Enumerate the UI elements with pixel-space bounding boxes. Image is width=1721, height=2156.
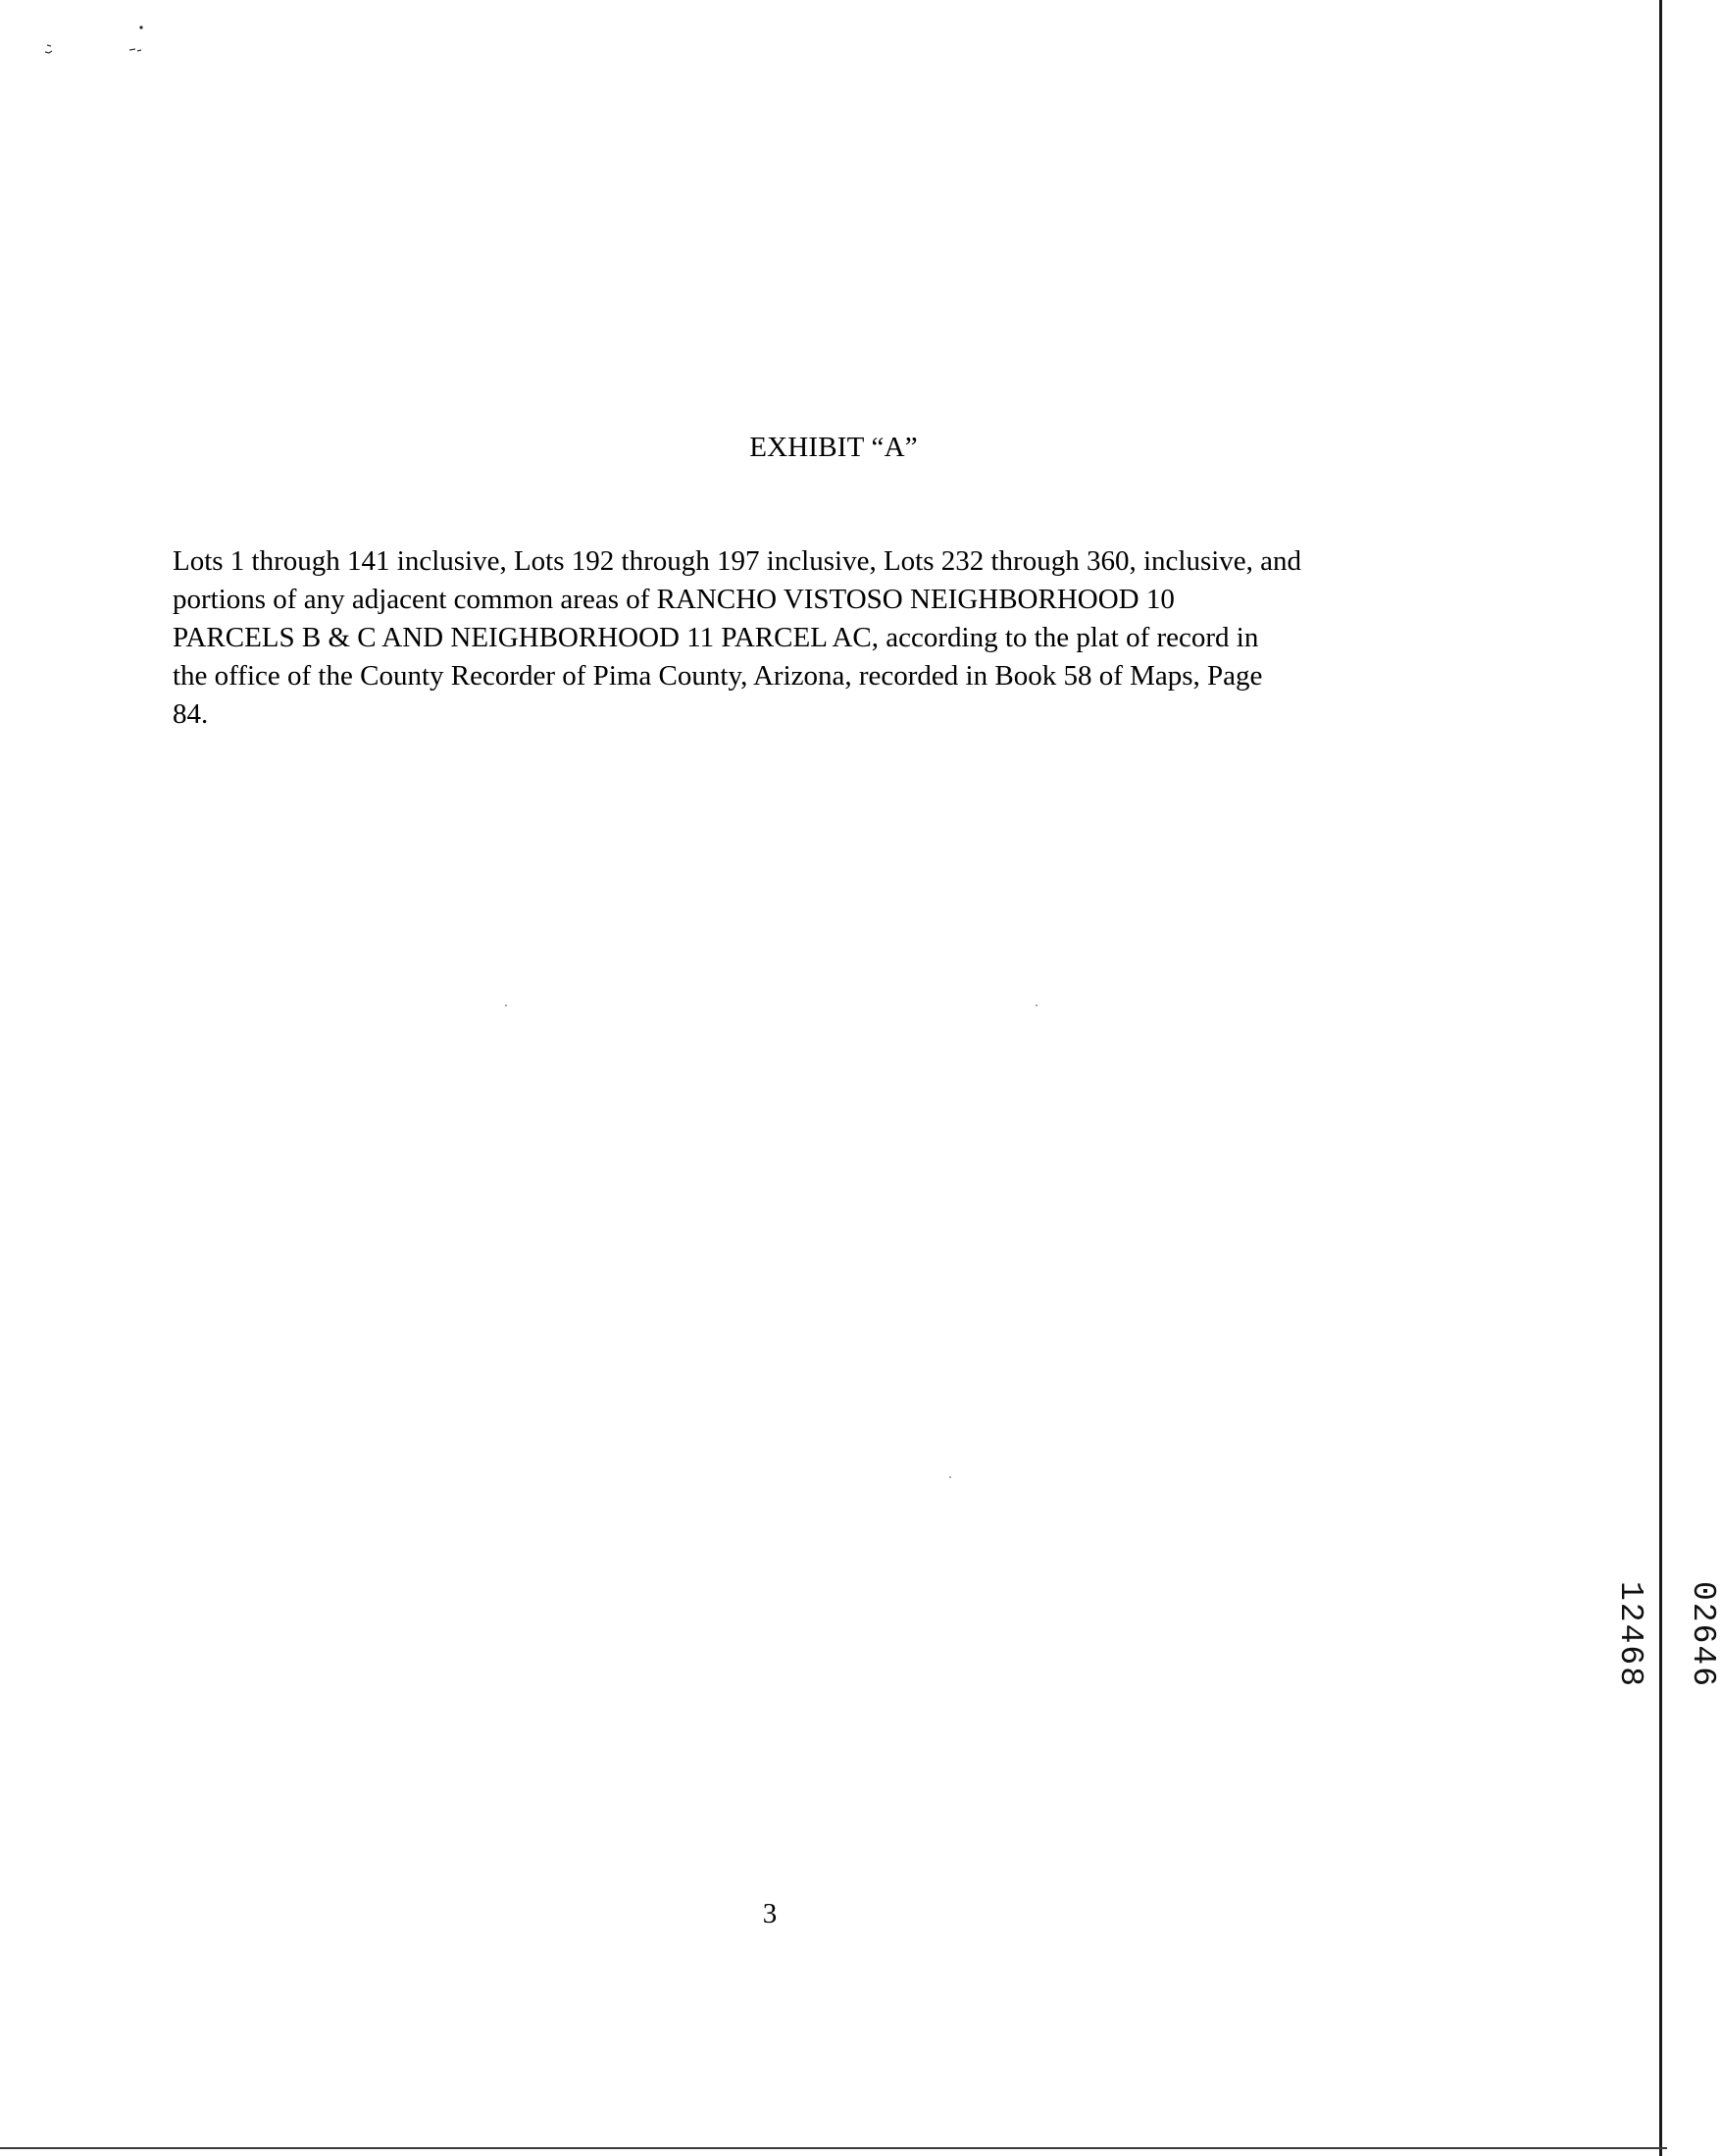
scan-edge-right — [1659, 0, 1662, 2156]
exhibit-title: EXHIBIT “A” — [749, 432, 918, 463]
scan-speck — [1036, 1004, 1038, 1006]
recording-stamp — [1612, 1581, 1721, 1846]
legal-description-line: 84. — [173, 698, 209, 730]
page-number: 3 — [762, 1898, 778, 1929]
legal-description-line: portions of any adjacent common areas of RANCHO VISTOSO NEIGHBORHOOD 10 — [173, 584, 1175, 615]
legal-description-line: the office of the County Recorder of Pima County, Arizona, recorded in Book 58 of Maps, Page — [173, 660, 1263, 692]
legal-description-line: PARCELS B & C AND NEIGHBORHOOD 11 PARCEL AC, according to the plat of record in — [173, 622, 1259, 653]
scan-speck — [949, 1476, 951, 1478]
legal-description-line: Lots 1 through 141 inclusive, Lots 192 through 197 inclusive, Lots 232 through 360, inclusive, and — [173, 545, 1302, 577]
recording-book-number: 12468 — [1612, 1581, 1648, 1689]
scan-edge-bottom — [0, 2147, 1667, 2149]
scan-speck — [505, 1004, 507, 1006]
recording-page-number: 02646 — [1685, 1581, 1721, 1689]
legal-description — [173, 542, 1487, 734]
scan-specks — [39, 24, 157, 73]
